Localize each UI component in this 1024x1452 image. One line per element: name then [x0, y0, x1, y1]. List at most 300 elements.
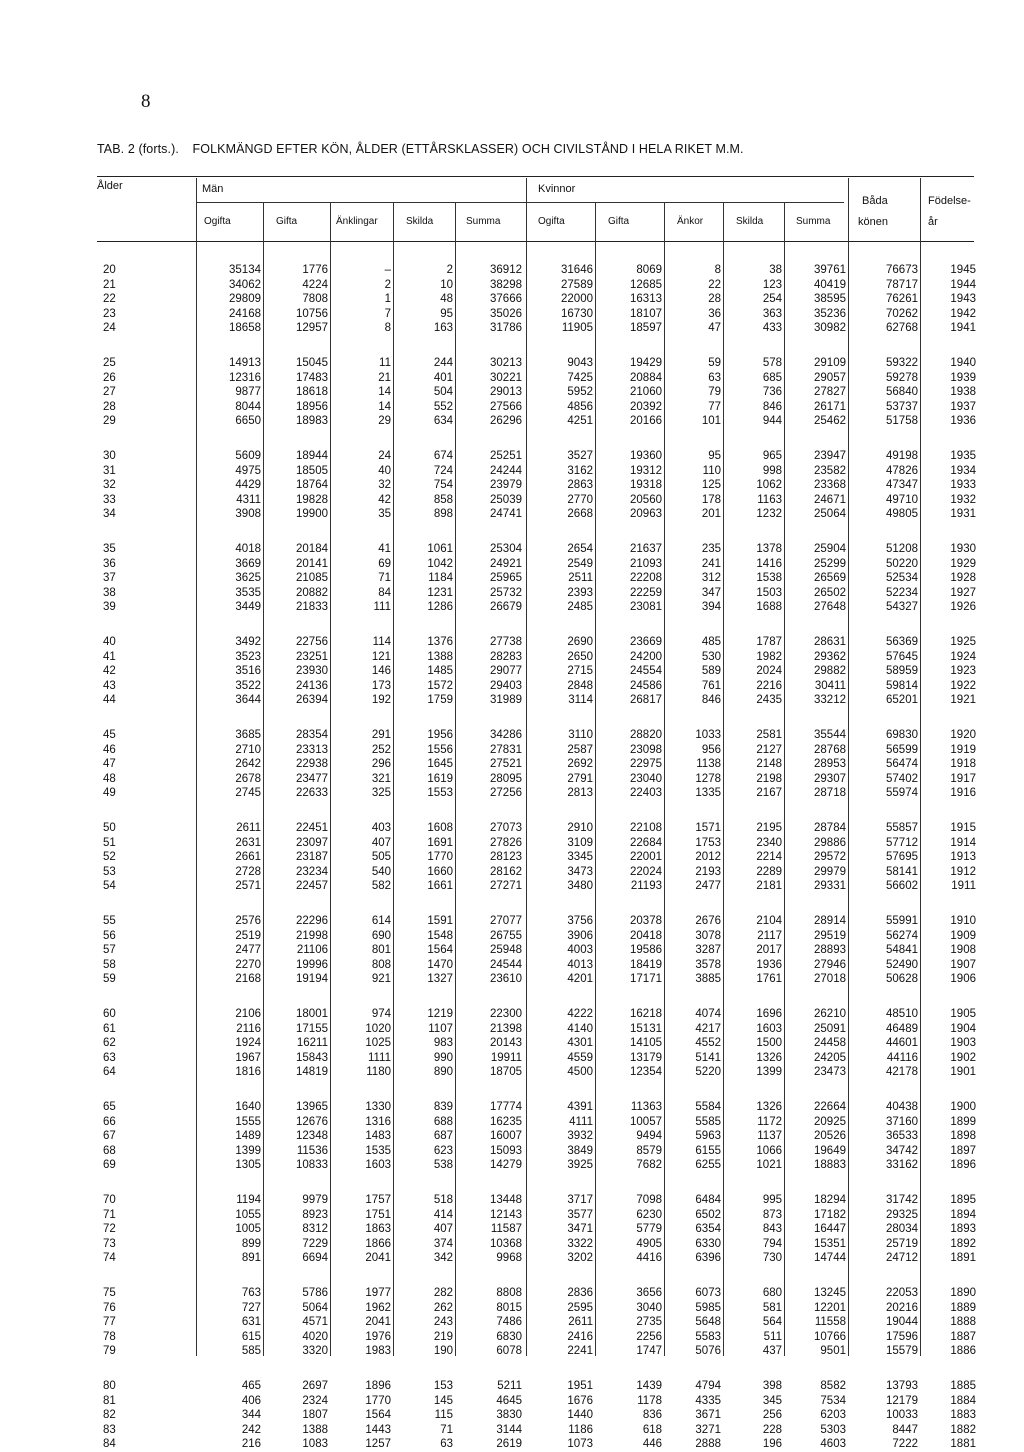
- cell-kv-ogifta: 7425: [567, 371, 593, 384]
- cell-alder: 70: [103, 1194, 116, 1206]
- cell-man-ogifta: 18658: [229, 322, 261, 335]
- cell-man-anklingar: 582: [371, 880, 391, 893]
- cell-kv-ankor: 201: [701, 508, 721, 521]
- cell-man-skilda: 688: [433, 1115, 453, 1128]
- cell-kv-skilda: 843: [762, 1223, 782, 1236]
- cell-kv-ogifta: 3471: [567, 1223, 593, 1236]
- cell-kv-ogifta: 11905: [561, 322, 593, 335]
- cell-kv-ogifta: 2611: [568, 1316, 593, 1329]
- cell-kv-ogifta: 5952: [567, 386, 593, 399]
- cell-man-summa: 30221: [490, 371, 522, 384]
- cell-kv-ogifta: 3322: [567, 1237, 593, 1250]
- cell-bada-konen: 37160: [886, 1115, 918, 1128]
- cell-man-anklingar: 121: [371, 650, 391, 663]
- cell-kv-skilda: 965: [762, 450, 782, 462]
- cell-kv-gifta: 13179: [630, 1051, 662, 1064]
- cell-kv-gifta: 23669: [630, 636, 662, 648]
- cell-kv-skilda: 1603: [756, 1022, 782, 1035]
- cell-fodelsear: 1921: [950, 694, 976, 707]
- cell-kv-ogifta: 2770: [567, 493, 593, 506]
- cell-man-gifta: 17483: [296, 371, 328, 384]
- cell-kv-gifta: 20378: [630, 915, 662, 927]
- cell-bada-konen: 59278: [886, 371, 918, 384]
- cell-man-gifta: 8923: [302, 1208, 328, 1221]
- cell-bada-konen: 59814: [886, 679, 918, 692]
- cell-bada-konen: 69830: [886, 729, 918, 741]
- cell-man-skilda: 63: [440, 1438, 453, 1451]
- cell-alder: 67: [103, 1130, 116, 1143]
- cell-man-anklingar: 1111: [367, 1051, 391, 1064]
- cell-kv-skilda: 2181: [756, 880, 782, 893]
- cell-man-gifta: 6694: [302, 1252, 328, 1265]
- cell-man-ogifta: 2519: [235, 929, 261, 942]
- cell-man-summa: 8015: [496, 1301, 522, 1314]
- cell-man-ogifta: 2745: [235, 787, 261, 800]
- cell-man-anklingar: 2: [384, 278, 391, 291]
- cell-man-ogifta: 2631: [235, 836, 261, 849]
- cell-man-skilda: 1286: [427, 601, 453, 614]
- cell-man-gifta: 18944: [296, 450, 328, 462]
- cell-man-gifta: 10833: [296, 1159, 328, 1172]
- cell-man-skilda: 243: [433, 1316, 453, 1329]
- cell-kv-skilda: 1172: [757, 1115, 782, 1128]
- header-fodelse-1: Födelse-: [928, 195, 971, 207]
- cell-alder: 51: [103, 836, 116, 849]
- cell-man-anklingar: 291: [371, 729, 391, 741]
- cell-kv-summa: 33212: [814, 694, 846, 707]
- cell-man-skilda: 1645: [427, 758, 453, 771]
- cell-kv-summa: 20526: [814, 1130, 846, 1143]
- cell-man-gifta: 20141: [296, 557, 328, 570]
- cell-bada-konen: 76673: [886, 264, 918, 276]
- cell-man-skilda: 518: [433, 1194, 453, 1206]
- cell-man-summa: 24244: [490, 464, 522, 477]
- cell-kv-skilda: 1696: [756, 1008, 782, 1020]
- cell-bada-konen: 28034: [886, 1223, 918, 1236]
- cell-man-gifta: 19900: [296, 508, 328, 521]
- cell-kv-ogifta: 2863: [567, 479, 593, 492]
- cell-man-gifta: 23187: [296, 851, 328, 864]
- cell-kv-skilda: 944: [762, 415, 782, 428]
- cell-man-skilda: 1956: [427, 729, 453, 741]
- cell-bada-konen: 52490: [886, 958, 918, 971]
- header-top-rule: [97, 176, 974, 177]
- cell-kv-gifta: 20166: [630, 415, 662, 428]
- cell-kv-skilda: 123: [762, 278, 782, 291]
- cell-fodelsear: 1890: [950, 1287, 976, 1299]
- cell-bada-konen: 57402: [886, 772, 918, 785]
- cell-kv-gifta: 22975: [630, 758, 662, 771]
- cell-kv-skilda: 578: [762, 357, 782, 369]
- cell-man-anklingar: 111: [373, 601, 391, 614]
- cell-kv-ankor: 6354: [695, 1223, 721, 1236]
- cell-man-skilda: 1219: [427, 1008, 453, 1020]
- cell-man-summa: 25965: [490, 572, 522, 585]
- cell-man-gifta: 7229: [302, 1237, 328, 1250]
- cell-kv-ankor: 3271: [695, 1423, 721, 1436]
- cell-kv-summa: 29979: [814, 865, 846, 878]
- cell-bada-konen: 51208: [886, 543, 918, 555]
- cell-kv-ogifta: 2485: [567, 601, 593, 614]
- cell-fodelsear: 1926: [950, 601, 976, 614]
- cell-fodelsear: 1913: [950, 851, 976, 864]
- cell-kv-summa: 40419: [814, 278, 846, 291]
- cell-man-ogifta: 3625: [235, 572, 261, 585]
- cell-bada-konen: 46489: [886, 1022, 918, 1035]
- cell-alder: 80: [103, 1380, 116, 1392]
- cell-man-gifta: 2324: [302, 1394, 328, 1407]
- column-divider: [664, 203, 665, 1356]
- cell-man-ogifta: 3522: [235, 679, 261, 692]
- cell-man-skilda: 1042: [427, 557, 453, 570]
- cell-man-gifta: 21833: [296, 601, 328, 614]
- cell-alder: 65: [103, 1101, 116, 1113]
- cell-man-ogifta: 14913: [229, 357, 261, 369]
- cell-alder: 84: [103, 1438, 116, 1451]
- cell-man-anklingar: –: [384, 264, 391, 276]
- header-man: Män: [202, 183, 224, 195]
- cell-kv-summa: 10766: [814, 1330, 846, 1343]
- cell-man-anklingar: 1535: [365, 1144, 391, 1157]
- cell-man-summa: 16235: [490, 1115, 522, 1128]
- cell-man-ogifta: 2168: [235, 973, 261, 986]
- cell-kv-skilda: 2104: [756, 915, 782, 927]
- cell-man-summa: 11587: [490, 1223, 522, 1236]
- cell-fodelsear: 1915: [950, 822, 976, 834]
- cell-fodelsear: 1903: [950, 1037, 976, 1050]
- cell-alder: 42: [103, 665, 116, 678]
- cell-kv-gifta: 17171: [630, 973, 662, 986]
- cell-bada-konen: 70262: [886, 307, 918, 320]
- cell-kv-ankor: 761: [701, 679, 721, 692]
- cell-bada-konen: 54841: [886, 944, 918, 957]
- cell-alder: 45: [103, 729, 116, 741]
- cell-man-anklingar: 1180: [366, 1066, 391, 1079]
- cell-fodelsear: 1897: [950, 1144, 976, 1157]
- cell-kv-gifta: 8579: [636, 1144, 662, 1157]
- cell-man-skilda: 724: [433, 464, 453, 477]
- header-bottom-rule: [97, 241, 974, 242]
- cell-alder: 36: [103, 557, 116, 570]
- cell-man-ogifta: 8044: [235, 400, 261, 413]
- cell-kv-gifta: 2256: [636, 1330, 662, 1343]
- cell-kv-ogifta: 1186: [568, 1423, 593, 1436]
- cell-kv-summa: 12201: [814, 1301, 846, 1314]
- cell-kv-ankor: 4335: [695, 1394, 721, 1407]
- cell-alder: 81: [103, 1394, 116, 1407]
- cell-man-gifta: 22451: [296, 822, 328, 834]
- cell-fodelsear: 1930: [950, 543, 976, 555]
- cell-man-anklingar: 1483: [365, 1130, 391, 1143]
- header-man-ogifta: Ogifta: [204, 216, 231, 227]
- cell-kv-skilda: 2198: [756, 772, 782, 785]
- cell-kv-ankor: 2888: [695, 1438, 721, 1451]
- cell-man-anklingar: 1770: [365, 1394, 391, 1407]
- cell-man-gifta: 24136: [296, 679, 328, 692]
- cell-bada-konen: 51758: [886, 415, 918, 428]
- cell-man-summa: 2619: [496, 1438, 522, 1451]
- cell-kv-gifta: 23098: [630, 743, 662, 756]
- cell-kv-ogifta: 3114: [568, 694, 593, 707]
- cell-man-ogifta: 344: [241, 1409, 261, 1422]
- cell-bada-konen: 57695: [886, 851, 918, 864]
- cell-kv-ankor: 1033: [695, 729, 721, 741]
- cell-kv-gifta: 19318: [630, 479, 662, 492]
- cell-bada-konen: 15579: [886, 1345, 918, 1358]
- cell-man-ogifta: 2642: [235, 758, 261, 771]
- cell-man-summa: 13448: [490, 1194, 522, 1206]
- cell-alder: 73: [103, 1237, 116, 1250]
- cell-kv-summa: 28718: [814, 787, 846, 800]
- cell-man-summa: 27256: [490, 787, 522, 800]
- cell-bada-konen: 19044: [886, 1316, 918, 1329]
- cell-man-anklingar: 14: [378, 400, 391, 413]
- cell-man-gifta: 23251: [296, 650, 328, 663]
- cell-alder: 68: [103, 1144, 116, 1157]
- cell-alder: 29: [103, 415, 116, 428]
- cell-bada-konen: 56369: [886, 636, 918, 648]
- cell-man-anklingar: 1977: [365, 1287, 391, 1299]
- cell-man-anklingar: 921: [371, 973, 391, 986]
- cell-alder: 38: [103, 586, 116, 599]
- cell-kv-ogifta: 9043: [567, 357, 593, 369]
- cell-kv-ankor: 5584: [695, 1101, 721, 1113]
- cell-alder: 48: [103, 772, 116, 785]
- cell-alder: 23: [103, 307, 116, 320]
- cell-man-summa: 28283: [490, 650, 522, 663]
- cell-man-gifta: 1083: [302, 1438, 328, 1451]
- cell-man-anklingar: 1863: [365, 1223, 391, 1236]
- column-divider: [595, 203, 596, 1356]
- cell-man-skilda: 115: [434, 1409, 453, 1422]
- cell-man-summa: 27826: [490, 836, 522, 849]
- cell-man-anklingar: 1564: [365, 1409, 391, 1422]
- cell-fodelsear: 1932: [950, 493, 976, 506]
- cell-man-gifta: 1776: [302, 264, 328, 276]
- cell-kv-skilda: 1163: [757, 493, 782, 506]
- cell-fodelsear: 1899: [950, 1115, 976, 1128]
- column-divider: [263, 203, 264, 1356]
- cell-fodelsear: 1882: [950, 1423, 976, 1436]
- cell-man-anklingar: 974: [371, 1008, 391, 1020]
- cell-kv-gifta: 28820: [630, 729, 662, 741]
- cell-alder: 63: [103, 1051, 116, 1064]
- cell-kv-gifta: 16313: [630, 293, 662, 306]
- cell-man-skilda: 1548: [427, 929, 453, 942]
- cell-kv-ogifta: 3162: [567, 464, 593, 477]
- cell-man-summa: 27566: [490, 400, 522, 413]
- cell-kv-skilda: 363: [762, 307, 782, 320]
- cell-kv-skilda: 1378: [756, 543, 782, 555]
- cell-kv-ankor: 3078: [695, 929, 721, 942]
- cell-man-anklingar: 1896: [365, 1380, 391, 1392]
- cell-kv-skilda: 345: [762, 1394, 782, 1407]
- cell-bada-konen: 29325: [886, 1208, 918, 1221]
- cell-alder: 61: [103, 1022, 116, 1035]
- cell-kv-skilda: 2214: [756, 851, 782, 864]
- cell-man-ogifta: 4018: [235, 543, 261, 555]
- cell-kv-summa: 6203: [820, 1409, 846, 1422]
- cell-fodelsear: 1918: [950, 758, 976, 771]
- cell-kv-summa: 5303: [820, 1423, 846, 1436]
- cell-man-skilda: 1572: [427, 679, 453, 692]
- cell-man-summa: 28095: [490, 772, 522, 785]
- cell-bada-konen: 10033: [886, 1409, 918, 1422]
- cell-alder: 53: [103, 865, 116, 878]
- cell-kv-ogifta: 4111: [569, 1115, 593, 1128]
- cell-kv-ankor: 5648: [695, 1316, 721, 1329]
- cell-fodelsear: 1935: [950, 450, 976, 462]
- cell-kv-gifta: 7682: [636, 1159, 662, 1172]
- cell-man-gifta: 19996: [296, 958, 328, 971]
- cell-kv-ogifta: 2910: [567, 822, 593, 834]
- cell-fodelsear: 1896: [950, 1159, 976, 1172]
- cell-alder: 50: [103, 822, 116, 834]
- cell-fodelsear: 1937: [950, 400, 976, 413]
- cell-man-anklingar: 2041: [365, 1252, 391, 1265]
- cell-kv-summa: 20925: [814, 1115, 846, 1128]
- cell-man-summa: 25948: [490, 944, 522, 957]
- cell-man-ogifta: 29809: [229, 293, 261, 306]
- cell-fodelsear: 1898: [950, 1130, 976, 1143]
- cell-kv-gifta: 24586: [630, 679, 662, 692]
- cell-kv-summa: 28631: [814, 636, 846, 648]
- cell-man-gifta: 22633: [296, 787, 328, 800]
- cell-kv-ogifta: 3756: [567, 915, 593, 927]
- cell-kv-gifta: 10057: [630, 1115, 662, 1128]
- cell-bada-konen: 76261: [886, 293, 918, 306]
- cell-kv-gifta: 14105: [630, 1037, 662, 1050]
- cell-man-anklingar: 1757: [365, 1194, 391, 1206]
- cell-bada-konen: 42178: [886, 1066, 918, 1079]
- cell-man-ogifta: 1967: [235, 1051, 261, 1064]
- cell-kv-ogifta: 2715: [567, 665, 593, 678]
- cell-kv-ankor: 110: [702, 464, 721, 477]
- cell-man-ogifta: 2710: [235, 743, 261, 756]
- cell-man-gifta: 1807: [302, 1409, 328, 1422]
- cell-kv-ogifta: 1440: [567, 1409, 593, 1422]
- cell-kv-ankor: 5076: [695, 1345, 721, 1358]
- cell-kv-summa: 4603: [820, 1438, 846, 1451]
- cell-kv-ogifta: 2650: [567, 650, 593, 663]
- cell-kv-gifta: 22024: [630, 865, 662, 878]
- header-kv-summa: Summa: [796, 216, 831, 227]
- cell-man-gifta: 11536: [296, 1144, 328, 1157]
- group-header-underline: [196, 202, 844, 203]
- cell-man-ogifta: 2576: [235, 915, 261, 927]
- cell-kv-ankor: 530: [701, 650, 721, 663]
- header-fodelse-2: år: [928, 216, 938, 228]
- cell-man-gifta: 28354: [296, 729, 328, 741]
- cell-man-anklingar: 24: [378, 450, 391, 462]
- cell-kv-summa: 39761: [814, 264, 846, 276]
- cell-kv-ogifta: 2813: [567, 787, 593, 800]
- cell-kv-summa: 29057: [814, 371, 846, 384]
- cell-man-gifta: 1388: [302, 1423, 328, 1436]
- cell-kv-skilda: 256: [762, 1409, 782, 1422]
- cell-kv-ankor: 6396: [695, 1252, 721, 1265]
- cell-kv-gifta: 21193: [630, 880, 662, 893]
- cell-fodelsear: 1887: [950, 1330, 976, 1343]
- cell-man-summa: 12143: [490, 1208, 522, 1221]
- cell-kv-skilda: 2216: [756, 679, 782, 692]
- cell-bada-konen: 47826: [886, 464, 918, 477]
- cell-man-skilda: 674: [433, 450, 453, 462]
- cell-man-skilda: 282: [433, 1287, 453, 1299]
- cell-man-anklingar: 808: [371, 958, 391, 971]
- cell-alder: 35: [103, 543, 116, 555]
- cell-kv-ankor: 6502: [695, 1208, 721, 1221]
- cell-man-ogifta: 2611: [236, 822, 261, 834]
- cell-kv-ankor: 5141: [695, 1051, 721, 1064]
- cell-man-skilda: 48: [440, 293, 453, 306]
- cell-man-gifta: 2697: [302, 1380, 328, 1392]
- cell-fodelsear: 1906: [950, 973, 976, 986]
- cell-kv-skilda: 196: [762, 1438, 782, 1451]
- cell-man-ogifta: 4311: [236, 493, 261, 506]
- cell-man-skilda: 1376: [427, 636, 453, 648]
- cell-kv-summa: 30411: [814, 679, 846, 692]
- cell-kv-summa: 28784: [814, 822, 846, 834]
- cell-bada-konen: 57645: [886, 650, 918, 663]
- cell-kv-gifta: 18597: [630, 322, 662, 335]
- cell-man-summa: 24544: [490, 958, 522, 971]
- cell-kv-summa: 24205: [814, 1051, 846, 1064]
- cell-man-anklingar: 173: [371, 679, 391, 692]
- cell-man-anklingar: 84: [378, 586, 391, 599]
- cell-kv-summa: 23368: [814, 479, 846, 492]
- cell-man-skilda: 1553: [427, 787, 453, 800]
- cell-man-skilda: 401: [433, 371, 453, 384]
- cell-man-gifta: 5786: [302, 1287, 328, 1299]
- cell-kv-ogifta: 4251: [567, 415, 593, 428]
- cell-kv-ogifta: 3527: [567, 450, 593, 462]
- cell-man-summa: 18705: [490, 1066, 522, 1079]
- cell-kv-summa: 30982: [814, 322, 846, 335]
- cell-kv-ankor: 6330: [695, 1237, 721, 1250]
- cell-man-skilda: 898: [433, 508, 453, 521]
- cell-fodelsear: 1933: [950, 479, 976, 492]
- cell-fodelsear: 1900: [950, 1101, 976, 1113]
- cell-man-ogifta: 1399: [235, 1144, 261, 1157]
- cell-bada-konen: 58141: [886, 865, 918, 878]
- cell-kv-summa: 28914: [814, 915, 846, 927]
- cell-man-summa: 24921: [490, 557, 522, 570]
- cell-kv-skilda: 581: [762, 1301, 782, 1314]
- cell-man-anklingar: 1: [384, 293, 391, 306]
- cell-alder: 77: [103, 1316, 116, 1329]
- cell-kv-gifta: 9494: [636, 1130, 662, 1143]
- cell-man-ogifta: 3669: [235, 557, 261, 570]
- cell-bada-konen: 22053: [886, 1287, 918, 1299]
- cell-kv-gifta: 23081: [630, 601, 662, 614]
- cell-man-anklingar: 325: [371, 787, 391, 800]
- cell-alder: 75: [103, 1287, 116, 1299]
- cell-kv-skilda: 2340: [756, 836, 782, 849]
- cell-kv-ankor: 2012: [695, 851, 721, 864]
- cell-man-summa: 5211: [497, 1380, 522, 1392]
- cell-man-skilda: 623: [433, 1144, 453, 1157]
- cell-man-summa: 25251: [490, 450, 522, 462]
- cell-alder: 37: [103, 572, 116, 585]
- cell-fodelsear: 1941: [950, 322, 976, 335]
- cell-man-anklingar: 41: [378, 543, 391, 555]
- cell-kv-gifta: 6230: [636, 1208, 662, 1221]
- cell-man-summa: 28162: [490, 865, 522, 878]
- cell-bada-konen: 33162: [886, 1159, 918, 1172]
- cell-man-skilda: 983: [433, 1037, 453, 1050]
- column-divider: [330, 203, 331, 1356]
